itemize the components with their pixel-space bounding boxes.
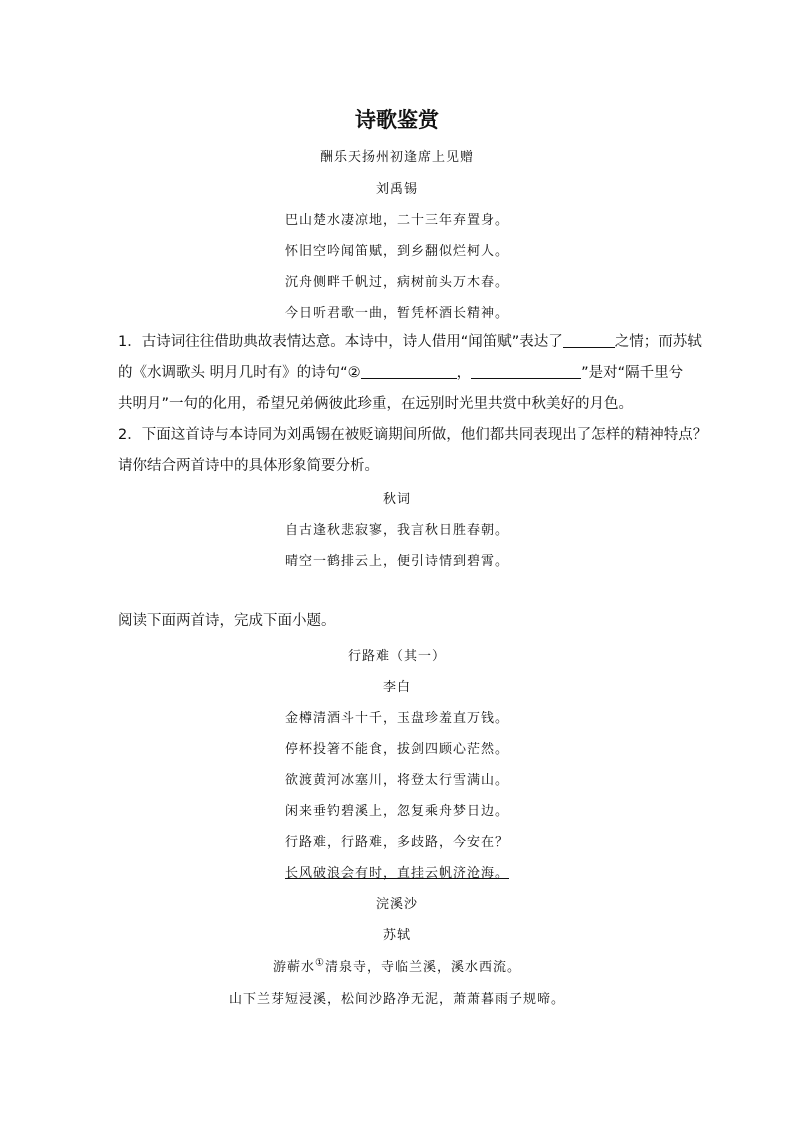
answer-blank-3[interactable] <box>471 363 581 379</box>
answer-blank-2[interactable] <box>361 363 457 379</box>
poem2-line: 自古逢秋悲寂寥，我言秋日胜春朝。 <box>284 523 509 538</box>
poem4-title: 浣溪沙 <box>375 897 418 912</box>
question-1-text: 1．古诗词往往借助典故表情达意。本诗中，诗人借用“闻笛赋”表达了 <box>118 334 563 350</box>
question-2-line-2: 请你结合两首诗中的具体形象简要分析。 <box>118 458 379 474</box>
question-1-text: ， <box>456 365 472 381</box>
poem3-line: 行路难，行路难，多歧路，今安在？ <box>284 835 509 850</box>
question-1-text: 的《水调歌头 明月几时有》的诗句“② <box>118 365 361 381</box>
poem2-line: 晴空一鹤排云上，便引诗情到碧霄。 <box>284 554 509 569</box>
underlined-text: 长风破浪会有时，直挂云帆济沧海。 <box>284 866 509 881</box>
question-1-line-2 <box>118 363 718 383</box>
poem4-text: 游蕲水 <box>273 960 316 975</box>
poem4-author: 苏轼 <box>382 928 411 943</box>
poem1-line: 今日听君歌一曲，暂凭杯酒长精神。 <box>284 306 509 321</box>
poem1-line: 巴山楚水凄凉地，二十三年弃置身。 <box>284 213 509 228</box>
poem4-line-2: 山下兰芽短浸溪，松间沙路净无泥，萧萧暮雨子规啼。 <box>228 992 565 1007</box>
poem3-title: 行路难（其一） <box>347 649 446 664</box>
poem1-author: 刘禹锡 <box>375 182 418 197</box>
reading-instruction: 阅读下面两首诗，完成下面小题。 <box>118 613 336 629</box>
poem3-author: 李白 <box>382 680 411 695</box>
answer-blank-1[interactable] <box>563 332 615 348</box>
question-1-line-3: 共明月”一句的化用，希望兄弟俩彼此珍重，在远别时光里共赏中秋美好的月色。 <box>118 396 634 412</box>
poem3-underlined-line <box>0 862 794 881</box>
question-1-line-1 <box>118 332 718 352</box>
poem1-line: 沉舟侧畔千帆过，病树前头万木春。 <box>284 275 509 290</box>
poem3-line: 闲来垂钓碧溪上，忽复乘舟梦日边。 <box>284 804 509 819</box>
page-title: 诗歌鉴赏 <box>355 107 439 132</box>
poem3-line: 停杯投箸不能食，拔剑四顾心茫然。 <box>284 742 509 757</box>
question-1-text: ”是对“隔千里兮 <box>581 365 684 381</box>
question-2-line-1: 2．下面这首诗与本诗同为刘禹锡在被贬谪期间所做，他们都共同表现出了怎样的精神特点？ <box>118 427 708 443</box>
poem2-title: 秋词 <box>382 492 411 507</box>
footnote-marker: ① <box>315 957 325 969</box>
poem4-line-1 <box>0 956 794 975</box>
poem1-line: 怀旧空吟闻笛赋，到乡翻似烂柯人。 <box>284 244 509 259</box>
poem1-title: 酬乐天扬州初逢席上见赠 <box>319 150 474 165</box>
poem4-text: 清泉寺，寺临兰溪，溪水西流。 <box>324 960 521 975</box>
poem3-line: 欲渡黄河冰塞川，将登太行雪满山。 <box>284 773 509 788</box>
poem3-line: 金樽清酒斗十千，玉盘珍羞直万钱。 <box>284 711 509 726</box>
question-1-text: 之情；而苏轼 <box>614 334 702 350</box>
